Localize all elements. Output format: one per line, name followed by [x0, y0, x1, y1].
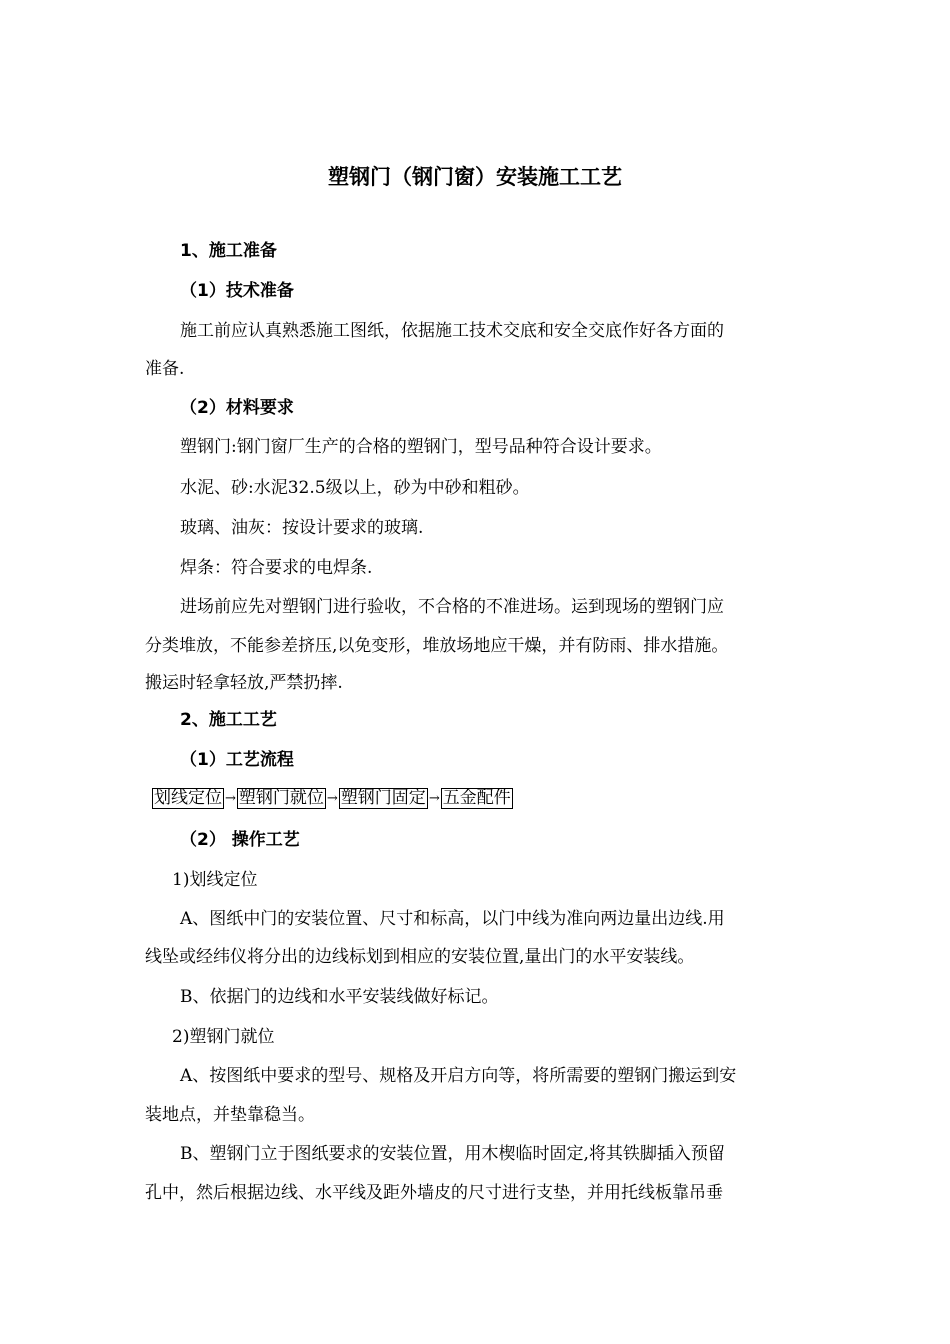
flow-arrow: →	[428, 790, 440, 806]
material-item: 玻璃、油灰：按设计要求的玻璃.	[180, 518, 424, 538]
step-heading: 2)塑钢门就位	[172, 1027, 275, 1047]
subsection-heading-materials: （2）材料要求	[180, 398, 294, 418]
subsection-heading-flow: （1）工艺流程	[180, 750, 294, 770]
step-heading: 1)划线定位	[172, 870, 258, 890]
material-item: 焊条：符合要求的电焊条.	[180, 558, 373, 578]
flow-arrow: →	[326, 790, 338, 806]
paragraph-line: 施工前应认真熟悉施工图纸，依据施工技术交底和安全交底作好各方面的	[180, 321, 724, 341]
material-item: 水泥、砂:水泥32.5级以上，砂为中砂和粗砂。	[180, 478, 530, 498]
paragraph-line: B、依据门的边线和水平安装线做好标记。	[180, 987, 499, 1007]
process-flow	[152, 788, 513, 809]
paragraph-line: 搬运时轻拿轻放,严禁扔摔.	[145, 673, 343, 693]
material-item: 塑钢门:钢门窗厂生产的合格的塑钢门，型号品种符合设计要求。	[180, 437, 662, 457]
paragraph-line: B、塑钢门立于图纸要求的安装位置，用木楔临时固定,将其铁脚插入预留	[180, 1144, 725, 1164]
flow-step-box: 塑钢门就位	[238, 788, 324, 808]
paragraph-line: 孔中，然后根据边线、水平线及距外墙皮的尺寸进行支垫，并用托线板靠吊垂	[145, 1183, 723, 1203]
paragraph-line: 装地点，并垫靠稳当。	[145, 1105, 315, 1125]
section-heading-process: 2、施工工艺	[180, 710, 277, 730]
document-title: 塑钢门（钢门窗）安装施工工艺	[328, 165, 622, 189]
subsection-heading-operation: （2） 操作工艺	[180, 830, 300, 850]
flow-step-box: 塑钢门固定	[340, 788, 426, 808]
flow-step-box: 划线定位	[154, 788, 222, 808]
paragraph-line: 准备.	[145, 359, 185, 379]
paragraph-line: A、图纸中门的安装位置、尺寸和标高，以门中线为准向两边量出边线.用	[180, 909, 725, 929]
subsection-heading-technical: （1）技术准备	[180, 281, 294, 301]
paragraph-line: 线坠或经纬仪将分出的边线标划到相应的安装位置,量出门的水平安装线。	[145, 947, 695, 967]
flow-step-box: 五金配件	[442, 788, 511, 808]
section-heading-preparation: 1、施工准备	[180, 241, 277, 261]
paragraph-line: A、按图纸中要求的型号、规格及开启方向等，将所需要的塑钢门搬运到安	[180, 1066, 737, 1086]
paragraph-line: 分类堆放，不能参差挤压,以免变形，堆放场地应干燥，并有防雨、排水措施。	[145, 636, 729, 656]
flow-arrow: →	[225, 790, 236, 806]
paragraph-line: 进场前应先对塑钢门进行验收，不合格的不准进场。运到现场的塑钢门应	[180, 597, 724, 617]
